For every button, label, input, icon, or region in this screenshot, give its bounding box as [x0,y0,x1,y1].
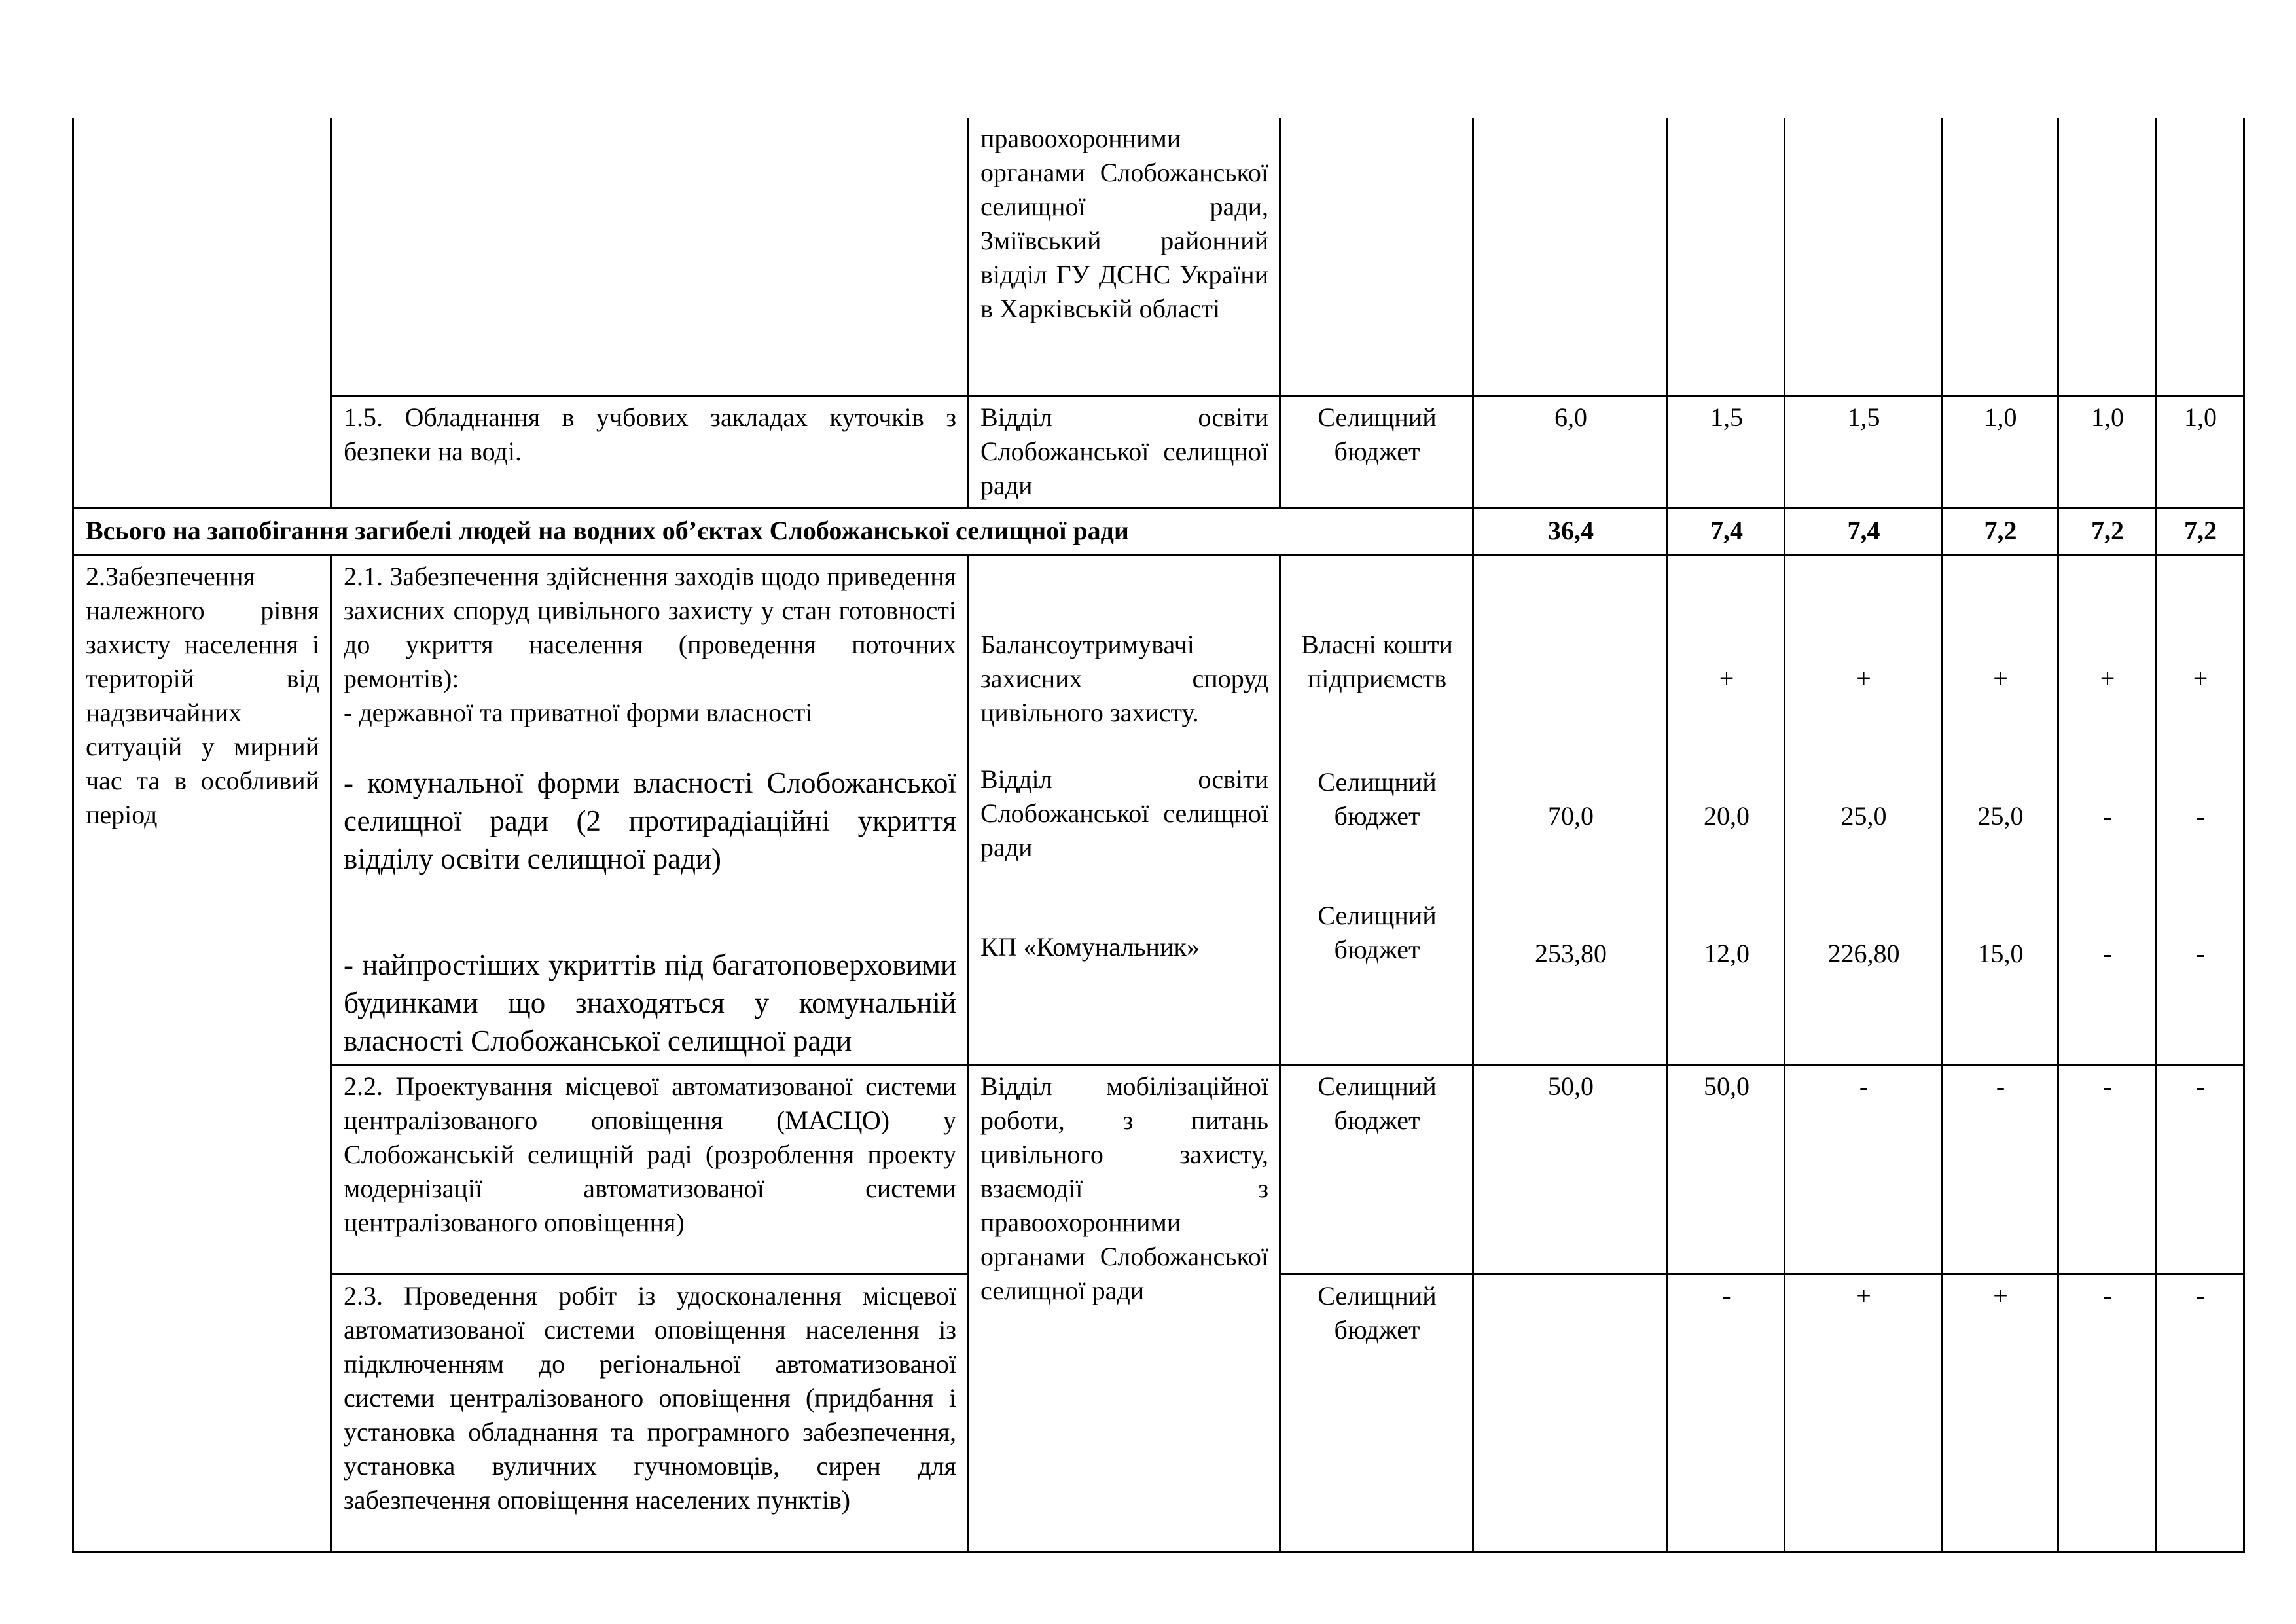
value-cell: 1,0 [1942,395,2058,507]
task-2-1-sub-b: - комунальної форми власності Слобожанської селищної ради (2 протирадіаційні укриття відділу освіти селищної ради) [344,766,956,875]
task-2-1-sub-a: - державної та приватної форми власності [344,697,813,727]
value-cell: + [1785,1274,1942,1552]
total-value: 7,4 [1668,507,1785,554]
value-cell: - [2156,1064,2244,1274]
table-row [73,395,2244,507]
value-cell: 50,0 [1473,1064,1668,1274]
value-cell: 70,0 253,80 [1473,554,1668,1064]
source-sub-b: Селищний бюджет [1318,767,1437,831]
task-2-3-cell: 2.3. Проведення робіт із удосконалення місцевої автоматизованої системи оповіщення населення із підключенням до регіональної автоматизованої системи централізованого оповіщення (придбання і установка обладнання та програмного забезпечення, установка вуличних гучномовців, сирен для забезпечення оповіщення населених пунктів) [331,1274,968,1552]
source-sub-a: Власні кошти підприємств [1301,629,1453,693]
value-cell: + 25,0 226,80 [1785,554,1942,1064]
value-cell: - [2156,1274,2244,1552]
executor-cell: правоохоронними органами Слобожанської селищної ради, Зміївський районний відділ ГУ ДСНС України в Харківській області [968,118,1280,395]
executor-sub-c: КП «Комунальник» [980,931,1200,962]
task-cell [331,118,968,395]
value-cell: + - - [2058,554,2156,1064]
table-row [73,1064,2244,1274]
total-value: 7,2 [1942,507,2058,554]
total-value: 7,4 [1785,507,1942,554]
total-label: Всього на запобігання загибелі людей на водних об’єктах Слобожанської селищної ради [73,507,1473,554]
source-sub-c: Селищний бюджет [1318,900,1437,964]
value-cell: + 25,0 15,0 [1942,554,2058,1064]
table-row [73,554,2244,1064]
value-cell: + - - [2156,554,2244,1064]
value-cell [2156,118,2244,395]
value-cell: 1,5 [1785,395,1942,507]
value-cell: - [1668,1274,1785,1552]
value-cell: 1,0 [2058,395,2156,507]
value-cell [1785,118,1942,395]
value-cell: + 20,0 12,0 [1668,554,1785,1064]
total-value: 36,4 [1473,507,1668,554]
value-cell: 1,5 [1668,395,1785,507]
value-cell [1668,118,1785,395]
executor-sub-b: Відділ освіти Слобожанської селищної ради [980,764,1268,862]
source-cell [1280,554,1473,1064]
value-cell: - [1785,1064,1942,1274]
task-2-1-intro: 2.1. Забезпечення здійснення заходів щодо приведення захисних споруд цивільного захисту у стан готовності до укриття населення (проведення поточних ремонтів): [344,561,956,693]
total-value: 7,2 [2058,507,2156,554]
task-2-1-sub-c: - найпростіших укриттів під багатоповерховими будинками що знаходяться у комунальній власності Слобожанської селищної ради [344,948,956,1057]
value-cell [1473,118,1668,395]
value-cell: - [1942,1064,2058,1274]
value-cell [1942,118,2058,395]
total-row [73,507,2244,554]
executor-cell: Відділ освіти Слобожанської селищної ради [968,395,1280,507]
executor-sub-a: Балансоутримувачі захисних споруд цивільного захисту. [980,629,1268,727]
value-cell: - [2058,1274,2156,1552]
task-2-1-cell [331,554,968,1064]
value-cell [2058,118,2156,395]
program-measures-table [72,118,2245,1553]
objective-cell [73,118,331,395]
source-cell: Селищний бюджет [1280,1274,1473,1552]
value-cell: 50,0 [1668,1064,1785,1274]
value-cell [1473,1274,1668,1552]
source-cell [1280,118,1473,395]
table-row [73,118,2244,395]
total-value: 7,2 [2156,507,2244,554]
value-cell: + [1942,1274,2058,1552]
value-cell: 1,0 [2156,395,2244,507]
source-cell: Селищний бюджет [1280,1064,1473,1274]
executor-cell [968,554,1280,1064]
value-cell: 6,0 [1473,395,1668,507]
objective-cell [73,395,331,507]
task-2-2-cell: 2.2. Проектування місцевої автоматизованої системи централізованого оповіщення (МАСЦО) у Слобожанській селищній раді (розроблення проекту модернізації автоматизованої системи централізованого оповіщення) [331,1064,968,1274]
executor-cell: Відділ мобілізаційної роботи, з питань цивільного захисту, взаємодії з правоохоронними органами Слобожанської селищної ради [968,1064,1280,1552]
objective-cell: 2.Забезпечення належного рівня захисту населення і територій від надзвичайних ситуацій у мирний час та в особливий період [73,554,331,1552]
value-cell: - [2058,1064,2156,1274]
task-cell: 1.5. Обладнання в учбових закладах куточків з безпеки на воді. [331,395,968,507]
source-cell: Селищний бюджет [1280,395,1473,507]
